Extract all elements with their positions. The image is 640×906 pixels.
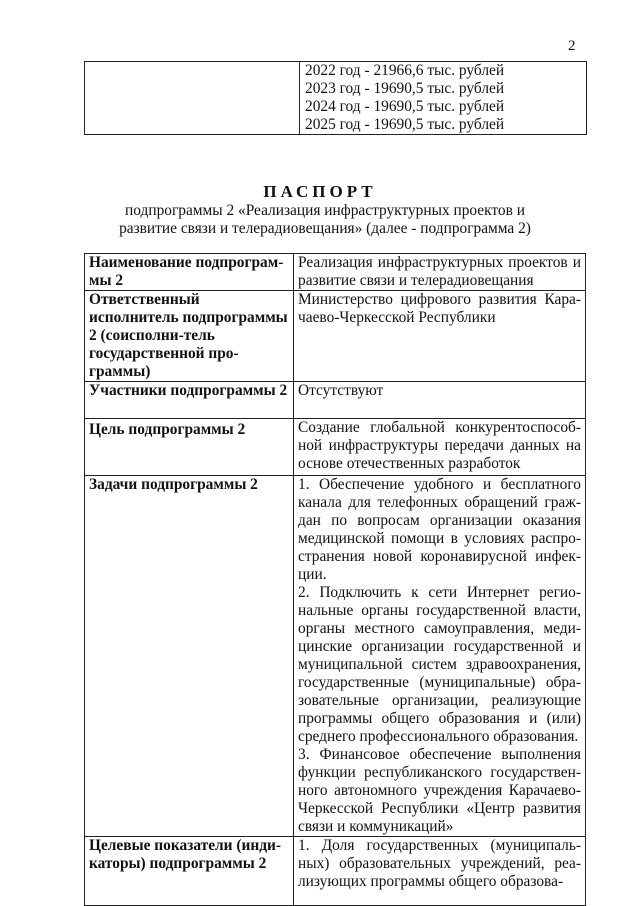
funding-table bbox=[84, 61, 587, 135]
table-row bbox=[85, 291, 586, 382]
funding-year-line: 2024 год - 19690,5 тыс. рублей bbox=[305, 98, 505, 115]
row-value: Реализация инфраструктурных проектов и развитие связи и телерадиовещания bbox=[294, 254, 586, 291]
passport-subtitle: подпрограммы 2 «Реализация инфраструктурных проектов и развитие связи и телерадиовещания» (далее - подпрограмма 2) bbox=[119, 202, 531, 237]
passport-table bbox=[84, 253, 586, 906]
table-row bbox=[85, 382, 586, 419]
row-label: Наименование подпрограм-мы 2 bbox=[85, 254, 294, 291]
row-label: Участники подпрограммы 2 bbox=[85, 382, 294, 419]
row-value: Отсутствуют bbox=[294, 382, 586, 419]
funding-year-line: 2023 год - 19690,5 тыс. рублей bbox=[305, 80, 505, 97]
table-row bbox=[85, 62, 587, 135]
task-paragraph: 2. Подключить к сети Интернет регио-нальные органы государственной власти, органы местного самоуправления, меди-цинские организации государственной и муниципальной систем здравоохранения, государственные (муниципальные) обра-зовательные организации, реализующие программы общего образования и (или) среднего профессионального образования. bbox=[298, 584, 581, 745]
row-value: Министерство цифрового развития Кара-чаево-Черкесской Республики bbox=[294, 291, 586, 382]
row-value: 1. Доля государственных (муниципаль-ных) образовательных учреждений, реа-лизующих программы общего образова- bbox=[294, 837, 586, 906]
row-value: Создание глобальной конкурентоспособ-ной инфраструктуры передачи данных на основе отечественных разработок bbox=[294, 419, 586, 476]
table-row bbox=[85, 837, 586, 906]
funding-years-cell bbox=[300, 62, 587, 135]
row-label: Целевые показатели (инди-каторы) подпрограммы 2 bbox=[85, 837, 294, 906]
table-row bbox=[85, 419, 586, 476]
row-label: Цель подпрограммы 2 bbox=[85, 419, 294, 476]
task-paragraph: 3. Финансовое обеспечение выполнения функции республиканского государствен-ного автономного учреждения Карачаево-Черкесской Республики «Центр развития связи и коммуникаций» bbox=[298, 746, 581, 835]
table-row bbox=[85, 476, 586, 837]
table-row bbox=[85, 254, 586, 291]
page-number: 2 bbox=[568, 38, 576, 54]
passport-title: ПАСПОРТ bbox=[263, 182, 377, 201]
row-label: Задачи подпрограммы 2 bbox=[85, 476, 294, 837]
row-value bbox=[294, 476, 586, 837]
funding-year-line: 2025 год - 19690,5 тыс. рублей bbox=[305, 116, 505, 133]
row-label: Ответственный исполнитель подпрограммы 2 (соисполни-тель государственной про-граммы) bbox=[85, 291, 294, 382]
empty-cell bbox=[85, 62, 300, 135]
task-paragraph: 1. Обеспечение удобного и бесплатного канала для телефонных обращений граж-дан по вопросам организации оказания медицинской помощи в условиях распро-странения новой коронавирусной инфек-ции. bbox=[298, 476, 581, 583]
funding-year-line: 2022 год - 21966,6 тыс. рублей bbox=[305, 62, 505, 79]
